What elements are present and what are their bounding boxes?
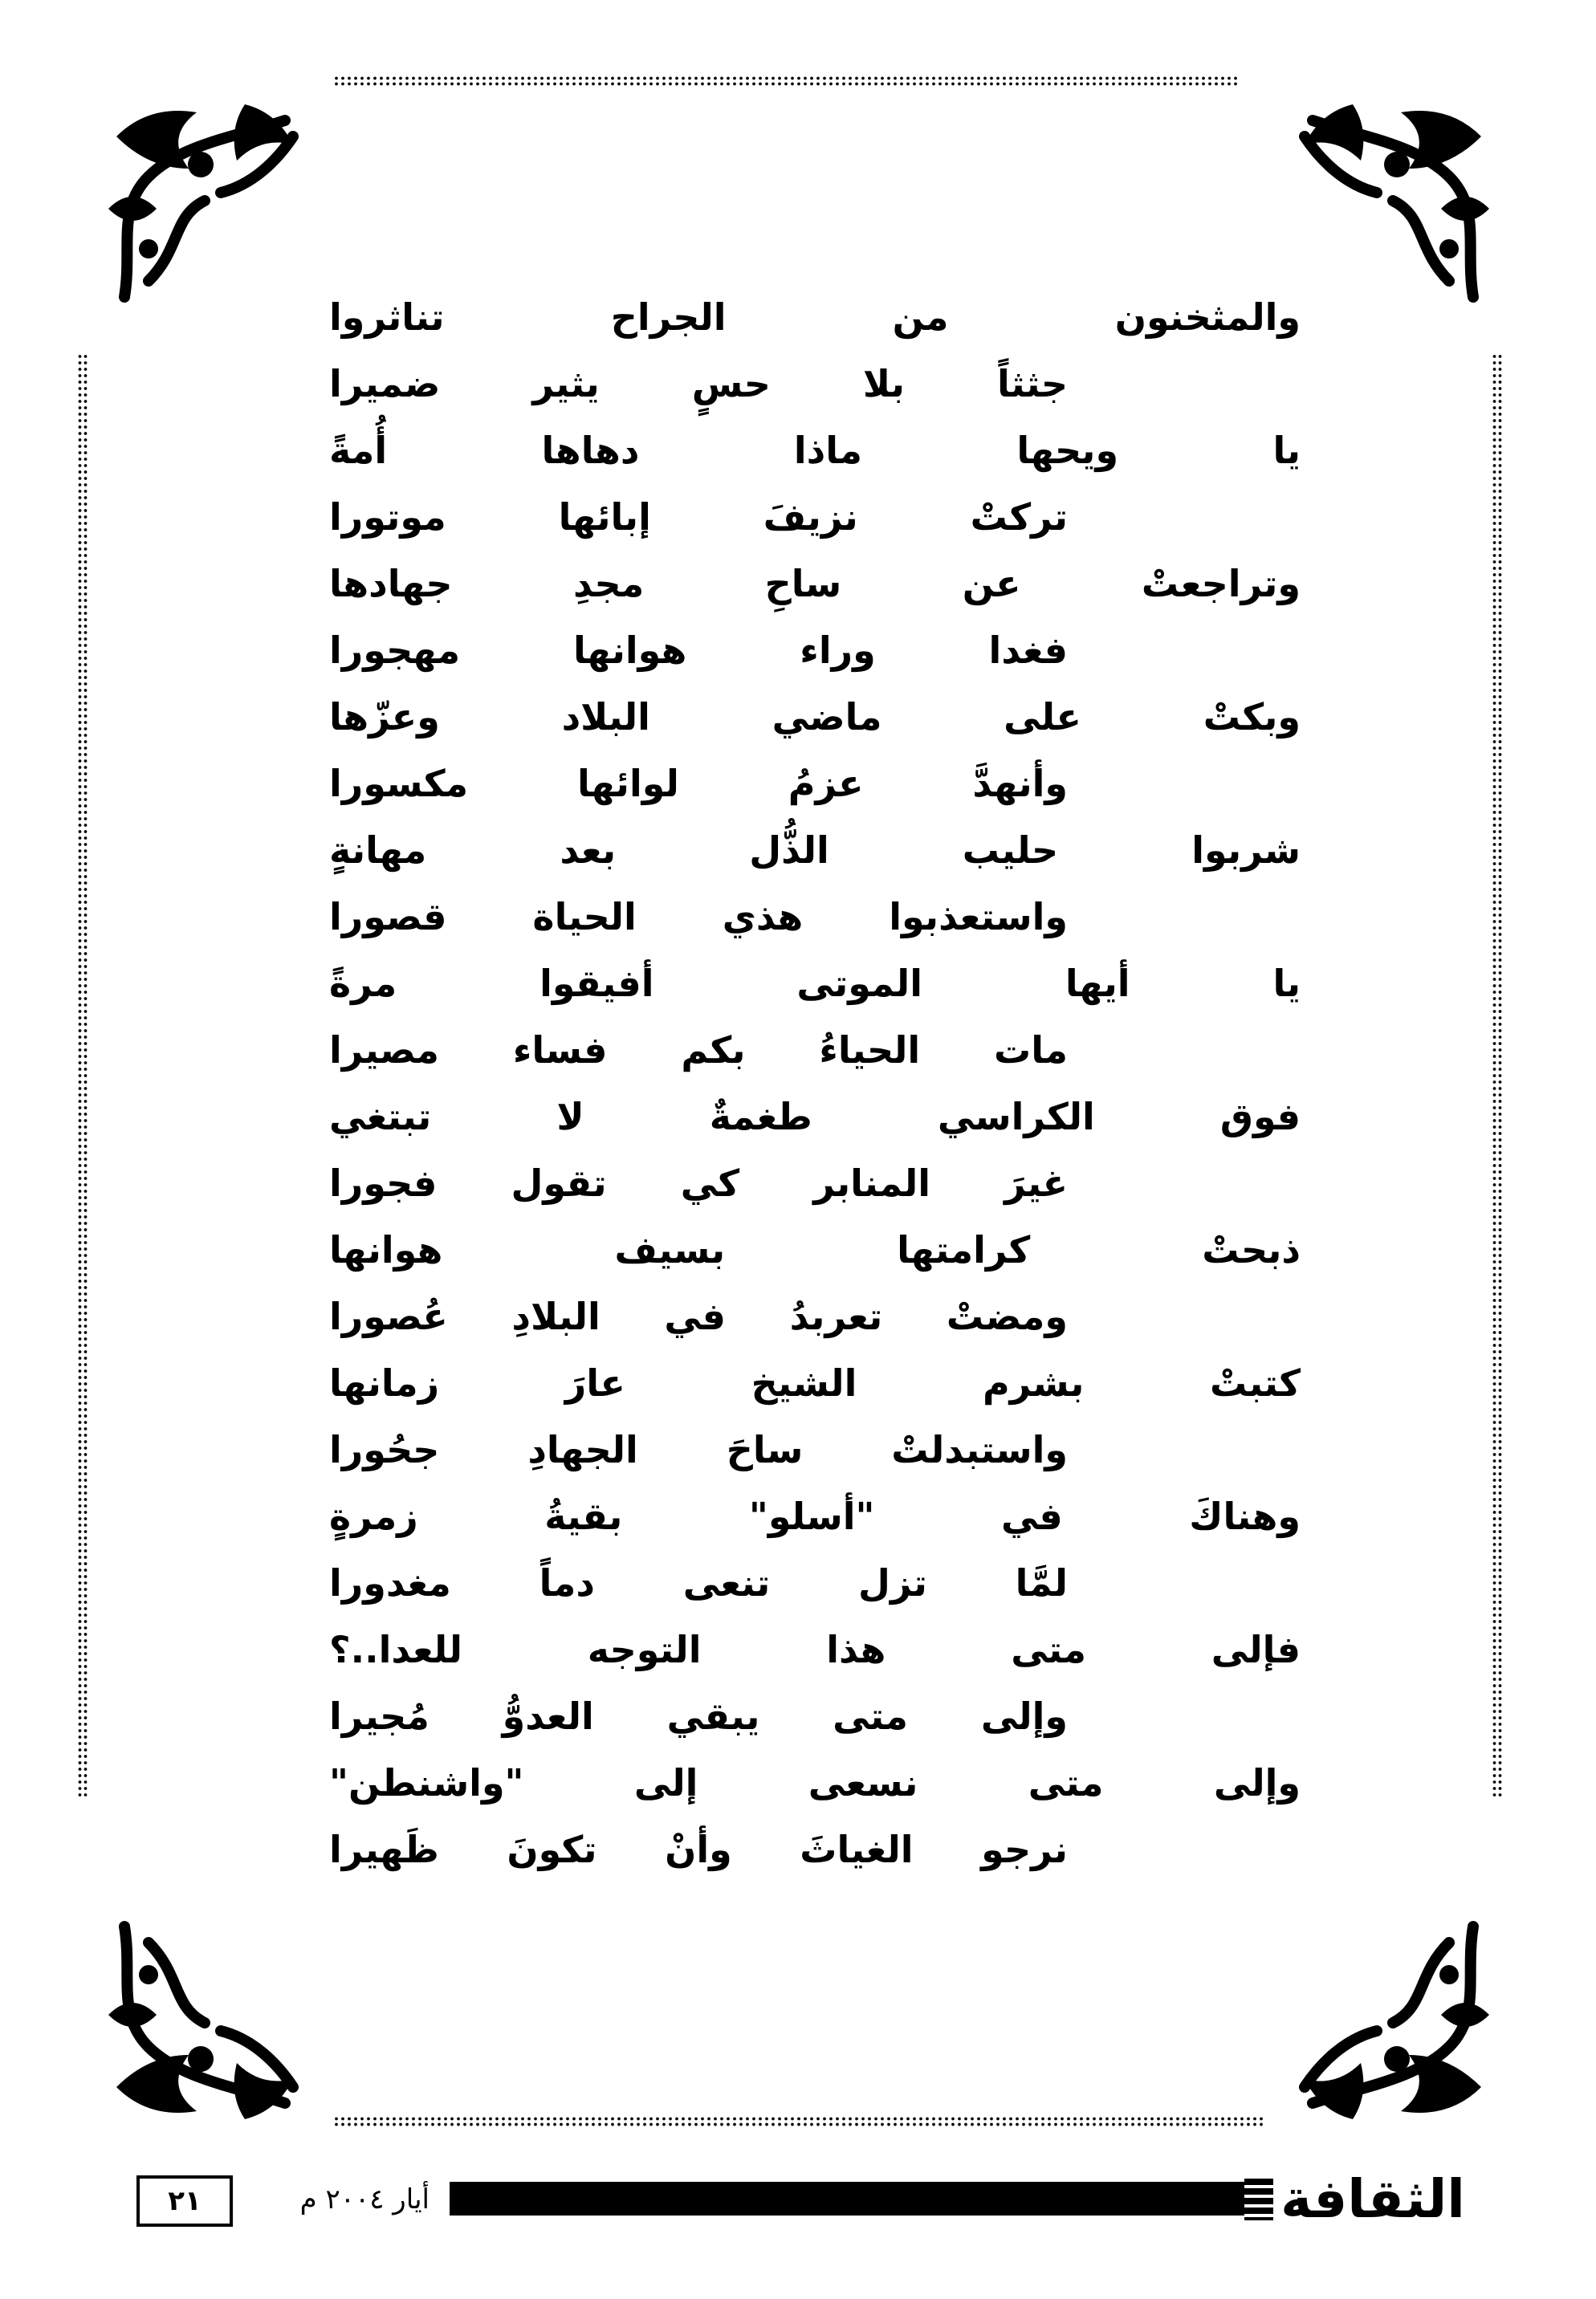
left-dotted-border <box>77 353 88 1798</box>
poem-line: واستبدلتْ ساحَ الجهادِ جحُورا <box>329 1428 1068 1471</box>
poem-line: لمَّا تزل تنعى دماً مغدورا <box>329 1561 1068 1605</box>
bottom-dotted-border <box>333 2116 1264 2127</box>
corner-ornament-icon <box>1289 1910 1497 2135</box>
poem-line: يا ويحها ماذا دهاها أُمةً <box>329 429 1301 472</box>
poem-line: غيرَ المنابر كي تقول فجورا <box>329 1162 1068 1205</box>
masthead-logo: الثقافة <box>1280 2168 1465 2230</box>
poem-line: وهناكَ في "أسلو" بقيةُ زمرةٍ <box>329 1495 1301 1538</box>
corner-ornament-icon <box>100 1910 309 2135</box>
poem-line: وبكتْ على ماضي البلاد وعزّها <box>329 695 1301 739</box>
poem-line: كتبتْ بشرم الشيخ عارَ زمانها <box>329 1361 1301 1405</box>
poem-line: ذبحتْ كرامتها بسيف هوانها <box>329 1228 1301 1272</box>
poem-line: مات الحياءُ بكم فساء مصيرا <box>329 1028 1068 1072</box>
corner-ornament-icon <box>100 88 309 313</box>
page-number: ٢١ <box>136 2175 233 2227</box>
issue-date: أيار ٢٠٠٤ م <box>299 2183 430 2216</box>
right-dotted-border <box>1492 353 1503 1798</box>
poem-line: وأنهدَّ عزمُ لوائها مكسورا <box>329 762 1068 805</box>
poem-line: وإلى متى نسعى إلى "واشنطن" <box>329 1761 1301 1805</box>
poem-line: واستعذبوا هذي الحياة قصورا <box>329 895 1068 938</box>
footer-black-bar <box>450 2182 1252 2216</box>
poem-line: جثثاً بلا حسٍ يثير ضميرا <box>329 362 1068 405</box>
poem-line: يا أيها الموتى أفيقوا مرةً <box>329 962 1301 1005</box>
page-footer <box>128 2167 1477 2233</box>
poem-line: والمثخنون من الجراح تناثروا <box>329 295 1301 339</box>
poem-line: فوق الكراسي طغمةٌ لا تبتغي <box>329 1095 1301 1138</box>
top-dotted-border <box>333 75 1240 87</box>
poem-line: شربوا حليب الذُّل بعد مهانةٍ <box>329 828 1301 872</box>
poem-line: فغدا وراء هوانها مهجورا <box>329 629 1068 672</box>
poem-line: ومضتْ تعربدُ في البلادِ عُصورا <box>329 1295 1068 1338</box>
poem-line: فإلى متى هذا التوجه للعدا..؟ <box>329 1628 1301 1671</box>
poem-line: تركتْ نزيفَ إبائها موتورا <box>329 495 1068 539</box>
corner-ornament-icon <box>1289 88 1497 313</box>
poem-line: وإلى متى يبقي العدوُّ مُجيرا <box>329 1695 1068 1738</box>
poem-line: وتراجعتْ عن ساحِ مجدِ جهادها <box>329 562 1301 605</box>
poem-line: نرجو الغياثَ وأنْ تكونَ ظَهيرا <box>329 1828 1068 1871</box>
